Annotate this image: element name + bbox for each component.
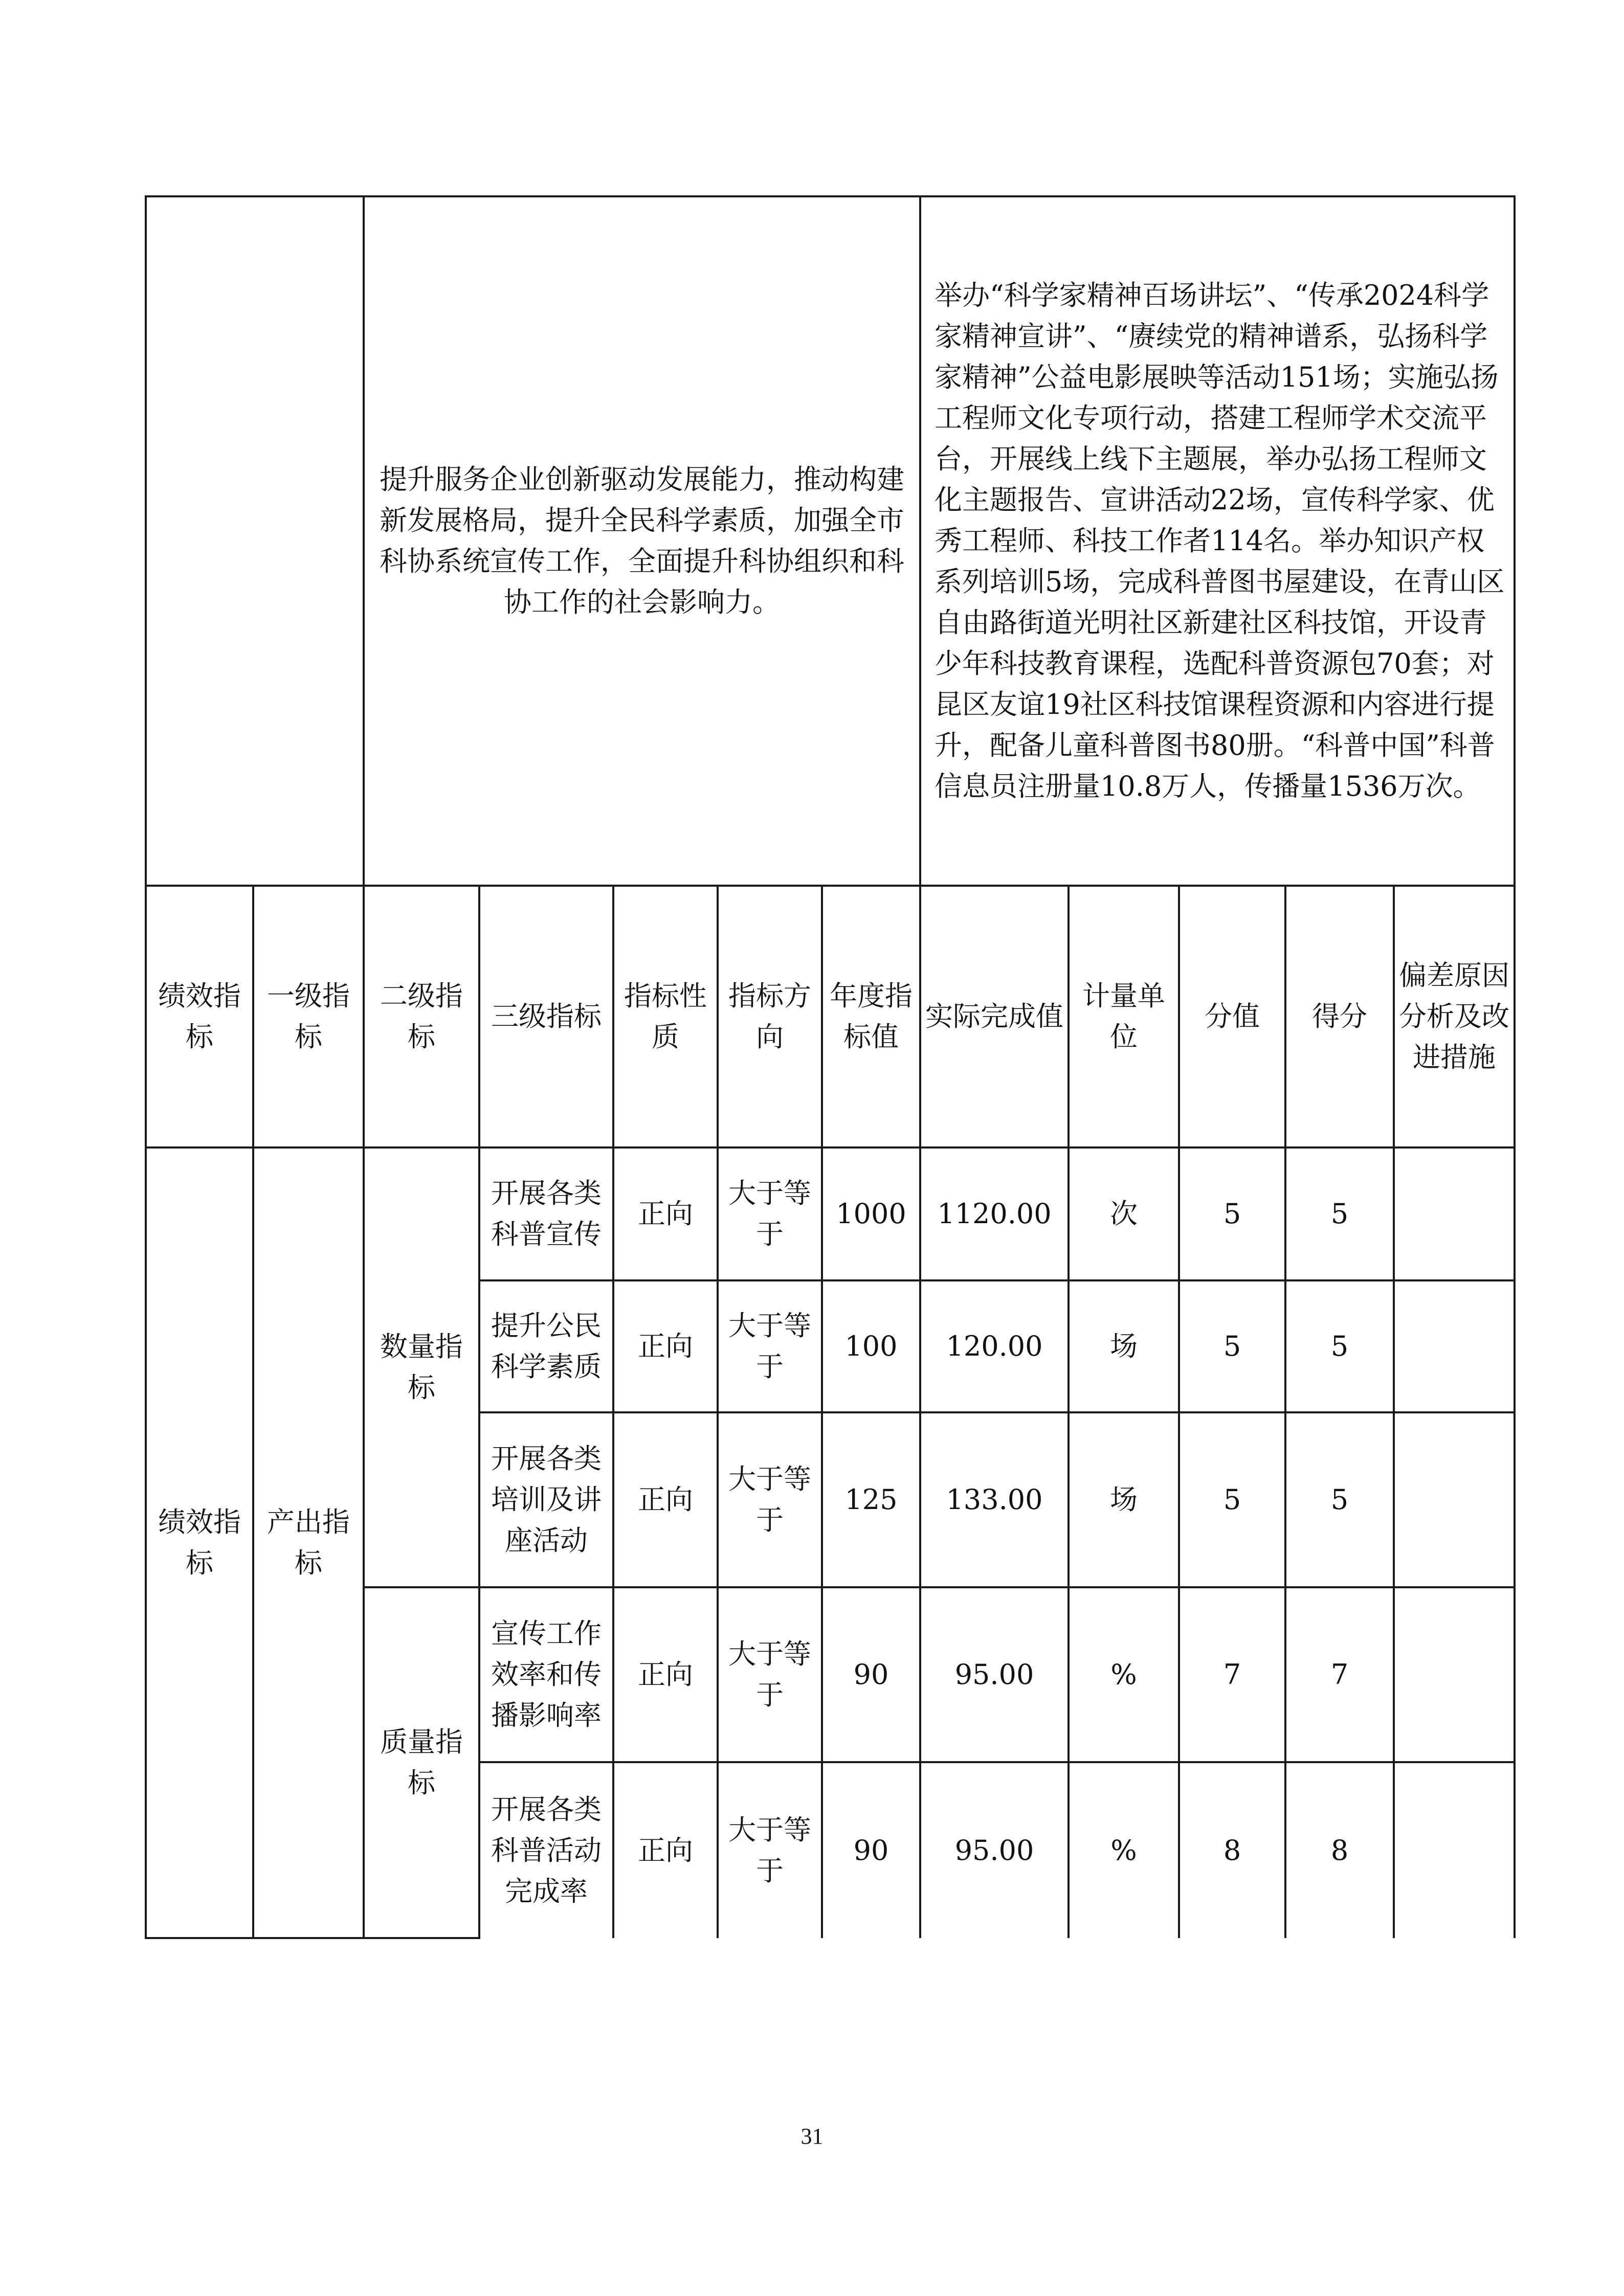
weight: 5: [1179, 1412, 1285, 1587]
header-deviation-analysis: 偏差原因分析及改进措施: [1394, 886, 1515, 1147]
indicator-nature: 正向: [613, 1412, 718, 1587]
indicator-direction: 大于等于: [718, 1762, 822, 1938]
level2-quality-cell: 质量指标: [364, 1587, 479, 1938]
score: 7: [1285, 1587, 1394, 1762]
annual-target-value: 100: [822, 1280, 920, 1412]
annual-target-value: 90: [822, 1587, 920, 1762]
actual-value: 120.00: [920, 1280, 1069, 1412]
header-score: 得分: [1285, 886, 1394, 1147]
performance-table: [145, 195, 1516, 1939]
deviation-note: [1394, 1280, 1515, 1412]
annual-target-value: 90: [822, 1762, 920, 1938]
actual-value: 1120.00: [920, 1147, 1069, 1280]
level3-indicator: 提升公民科学素质: [479, 1280, 613, 1412]
score: 8: [1285, 1762, 1394, 1938]
score: 5: [1285, 1412, 1394, 1587]
indicator-nature: 正向: [613, 1147, 718, 1280]
unit: %: [1069, 1762, 1179, 1938]
indicator-direction: 大于等于: [718, 1412, 822, 1587]
header-weight: 分值: [1179, 886, 1285, 1147]
page-number: 31: [800, 2124, 824, 2149]
header-level1-indicator: 一级指标: [253, 886, 364, 1147]
deviation-note: [1394, 1412, 1515, 1587]
level3-indicator: 开展各类科普宣传: [479, 1147, 613, 1280]
header-performance-indicator: 绩效指标: [146, 886, 253, 1147]
header-indicator-nature: 指标性质: [613, 886, 718, 1147]
header-unit: 计量单位: [1069, 886, 1179, 1147]
indicator-direction: 大于等于: [718, 1147, 822, 1280]
unit: %: [1069, 1587, 1179, 1762]
indicator-nature: 正向: [613, 1762, 718, 1938]
goal-row: [146, 196, 1515, 886]
actual-value: 95.00: [920, 1762, 1069, 1938]
indicator-nature: 正向: [613, 1280, 718, 1412]
actual-value: 133.00: [920, 1412, 1069, 1587]
unit: 次: [1069, 1147, 1179, 1280]
level3-indicator: 开展各类培训及讲座活动: [479, 1412, 613, 1587]
unit: 场: [1069, 1412, 1179, 1587]
annual-goal-text: 提升服务企业创新驱动发展能力，推动构建新发展格局，提升全民科学素质，加强全市科协系统宣传工作，全面提升科协组织和科协工作的社会影响力。: [364, 196, 920, 886]
deviation-note: [1394, 1587, 1515, 1762]
header-actual-value: 实际完成值: [920, 886, 1069, 1147]
actual-value: 95.00: [920, 1587, 1069, 1762]
header-annual-target: 年度指标值: [822, 886, 920, 1147]
indicator-nature: 正向: [613, 1587, 718, 1762]
performance-indicator-cell: 绩效指标: [146, 1147, 253, 1938]
goal-row-label-cell: [146, 196, 364, 886]
score: 5: [1285, 1280, 1394, 1412]
level3-indicator: 宣传工作效率和传播影响率: [479, 1587, 613, 1762]
header-level2-indicator: 二级指标: [364, 886, 479, 1147]
weight: 7: [1179, 1587, 1285, 1762]
header-level3-indicator: 三级指标: [479, 886, 613, 1147]
deviation-note: [1394, 1147, 1515, 1280]
unit: 场: [1069, 1280, 1179, 1412]
level2-quantity-cell: 数量指标: [364, 1147, 479, 1587]
table-row: [146, 1147, 1515, 1280]
level1-indicator-cell: 产出指标: [253, 1147, 364, 1938]
weight: 5: [1179, 1147, 1285, 1280]
weight: 5: [1179, 1280, 1285, 1412]
annual-achievement-text: 举办“科学家精神百场讲坛”、“传承2024科学家精神宣讲”、“赓续党的精神谱系，弘扬科学家精神”公益电影展映等活动151场；实施弘扬工程师文化专项行动，搭建工程师学术交流平台，开展线上线下主题展，举办弘扬工程师文化主题报告、宣讲活动22场，宣传科学家、优秀工程师、科技工作者114名。举办知识产权系列培训5场，完成科普图书屋建设，在青山区自由路街道光明社区新建社区科技馆，开设青少年科技教育课程，选配科普资源包70套；对昆区友谊19社区科技馆课程资源和内容进行提升，配备儿童科普图书80册。“科普中国”科普信息员注册量10.8万人，传播量1536万次。: [920, 196, 1515, 886]
deviation-note: [1394, 1762, 1515, 1938]
annual-target-value: 1000: [822, 1147, 920, 1280]
weight: 8: [1179, 1762, 1285, 1938]
indicator-direction: 大于等于: [718, 1587, 822, 1762]
level3-indicator: 开展各类科普活动完成率: [479, 1762, 613, 1938]
header-indicator-direction: 指标方向: [718, 886, 822, 1147]
annual-target-value: 125: [822, 1412, 920, 1587]
header-row: [146, 886, 1515, 1147]
score: 5: [1285, 1147, 1394, 1280]
indicator-direction: 大于等于: [718, 1280, 822, 1412]
